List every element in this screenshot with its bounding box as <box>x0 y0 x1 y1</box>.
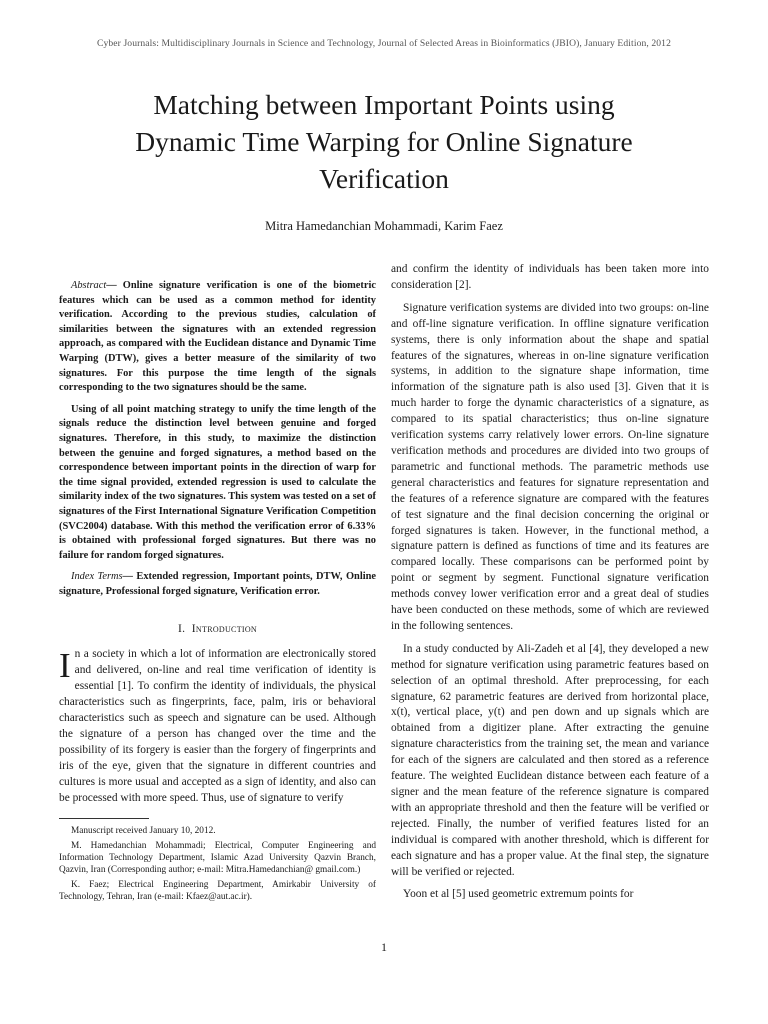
index-terms-dash: — <box>122 571 137 583</box>
index-terms-text: Extended regression, Important points, DTW, Online signature, Professional forged signature, Verification error. <box>59 571 376 597</box>
right-paragraph-3: Yoon et al [5] used geometric extremum points for <box>403 888 634 901</box>
footnote-rule <box>59 818 149 819</box>
title-line-1: Matching between Important Points using <box>153 89 615 120</box>
right-paragraph-1: Signature verification systems are divided into two groups: on-line and off-line signature verification. In offline signature verification systems, there is only information about the shape and spatial features of the signatures, whereas in on-line signature verification systems, in addition to the signature shape information, time information of the signature path is also used [3]. Given that it is much harder to forge the dynamic characteristics of a signature, as compared to its spatial characteristics; thus on-line signature verification systems carry relatively lower errors. On-line signature verification methods and procedures are divided into two groups of parametric and functional methods. The parametric methods use general characteristics and features for signature representation and the features of a reference signature are compared with the features of test signature and the final decision concerning the original or forged signatures is taken. However, in the functional method, a signature pattern is defined as functions of time and its features are compared locally. These comparisons can be performed point by point or segment by segment. Functional signature verification methods convey lower verification error and a great deal of studies have been conducted on these methods, some of which are reviewed in the following sentences. <box>391 301 709 632</box>
footnotes <box>59 825 376 903</box>
page-number: 1 <box>381 940 387 954</box>
section-number: I. <box>178 622 186 636</box>
footnote-author-1: M. Hamedanchian Mohammadi; Electrical, Computer Engineering and Information Technology Department, Islamic Azad University Qazvin Branch, Qazvin, Iran (Corresponding author; e-mail: Mitra.Hamedanchian@ gmail.com.) <box>59 840 376 876</box>
abstract-text-1: Online signature verification is one of the biometric features which can be used as a common method for identity verification. According to the previous studies, calculation of similarities between the signatures with an extended regression approach, as compared with the Euclidean distance and Dynamic Time Warping (DTW), gives a better measure of the similarity of two signatures. For this purpose the time length of the signals corresponding to the two signatures should be the same. <box>59 280 376 394</box>
paper-title <box>84 86 684 197</box>
right-paragraph-2: In a study conducted by Ali-Zadeh et al [4], they developed a new method for signature verification using parametric features based on selection of an optimal threshold. After preprocessing, for each signature, 62 parametric features are derived from horizontal place, x(t), vertical place, y(t) and pen down and up signals which are obtained from a digitizer plane. After extracting the genuine signature characteristics from the training set, the mean and variance for each of the signers are calculated and then stored as a reference feature. The weighted Euclidean distance between each feature of a signer and the mean feature of the reference signature is compared with an appropriate threshold and then the feature will be verified or rejected. Finally, the number of verified features listed for an individual is compared with another threshold, which is different for each signature and has a proper value. At the final step, the signature will be verified or rejected. <box>391 642 709 878</box>
abstract-label: Abstract <box>71 280 107 291</box>
intro-paragraph-1 <box>59 647 376 806</box>
title-line-3: Verification <box>319 163 449 194</box>
index-terms <box>59 570 376 599</box>
section-heading-introduction <box>59 621 376 637</box>
footnote-author-2: K. Faez; Electrical Engineering Department, Amirkabir University of Technology, Tehran, Iran (e-mail: Kfaez@aut.ac.ir). <box>59 879 376 902</box>
abstract-paragraph-1 <box>59 279 376 396</box>
abstract-paragraph-2: Using of all point matching strategy to unify the time length of the signals reduce the distinction level between genuine and forged signatures. Therefore, in this study, to maximize the distinction between the genuine and forged signatures, a method based on the correspondence between important points in the direction of warp for the time signal provided, extended regression is used to calculate the similarity index of the two signatures. This system was tested on a set of signatures of the First International Signature Verification Competition (SVC2004) database. With this method the verification error of 6.33% is obtained with professional forged signatures. But there was no failure for random forged signatures. <box>59 403 376 561</box>
drop-cap: I <box>59 646 71 686</box>
index-terms-label: Index Terms <box>71 571 123 583</box>
section-title: Introduction <box>191 622 257 636</box>
abstract-dash: — <box>106 280 123 291</box>
running-header: Cyber Journals: Multidisciplinary Journals in Science and Technology, Journal of Selected Areas in Bioinformatics (JBIO), January Edition, 2012 <box>97 38 671 49</box>
right-column <box>391 262 709 910</box>
intro-text: n a society in which a lot of information are electronically stored and delivered, on-line and real time verification of identity is essential [1]. To confirm the identity of individuals, the physical characteristics such as fingerprints, face, palm, iris or behavioral characteristics such as speech and signature can be used. Although the signature of a person has changed over the time and the possibility of its forgery is easier than the forgery of fingerprints and iris of the eye, given that the signature in different countries and cultures is more usual and accepted as a sign of identity, and also can be processed with more speed. Thus, use of signature to verify <box>59 648 376 804</box>
footnote-manuscript: Manuscript received January 10, 2012. <box>71 826 216 837</box>
left-column <box>59 279 376 905</box>
title-line-2: Dynamic Time Warping for Online Signature <box>135 126 633 157</box>
right-paragraph-0: and confirm the identity of individuals has been taken more into consideration [2]. <box>391 263 709 291</box>
author-list: Mitra Hamedanchian Mohammadi, Karim Faez <box>265 219 503 233</box>
